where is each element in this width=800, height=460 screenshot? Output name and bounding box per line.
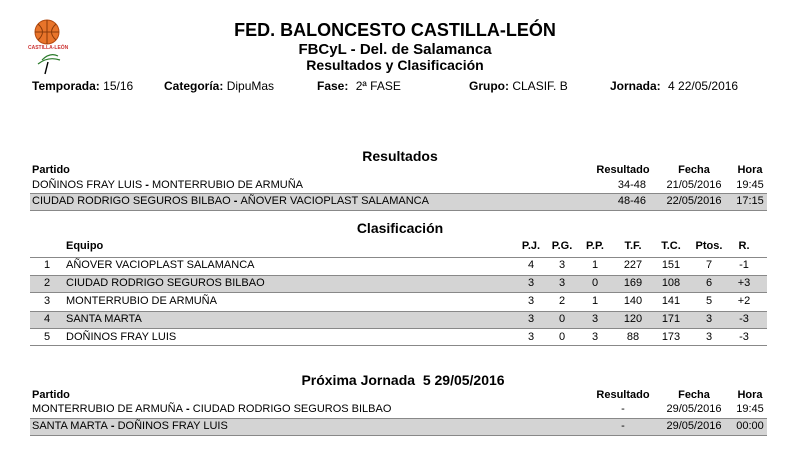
page-subtitle: FBCyL - Del. de Salamanca [298,41,492,58]
match-separator: - [182,403,193,415]
standing-pp: 3 [591,331,599,343]
home-team: SANTA MARTA [32,420,108,432]
standing-team: DOÑINOS FRAY LUIS [66,331,177,343]
standing-ptos: 6 [705,277,713,289]
proxima-col-partido: Partido [32,389,70,401]
standing-tf: 120 [623,313,643,325]
away-team: MONTERRUBIO DE ARMUÑA [152,179,303,191]
proxima-col-hora: Hora [737,389,763,401]
standing-tc: 171 [661,313,681,325]
resultados-col-partido: Partido [32,164,70,176]
standing-tc: 173 [661,331,681,343]
jornada-value: 4 22/05/2016 [668,79,739,93]
row-divider [30,257,767,258]
standing-pg: 3 [558,277,566,289]
standing-pos: 3 [43,295,51,307]
standing-team: CIUDAD RODRIGO SEGUROS BILBAO [66,277,265,289]
standing-tc: 141 [661,295,681,307]
match-teams [32,195,429,207]
section-title: Resultados y Clasificación [306,57,484,73]
standing-pg: 3 [558,259,566,271]
standing-team: MONTERRUBIO DE ARMUÑA [66,295,217,307]
match-score: - [621,403,625,415]
match-score: 34-48 [617,179,646,191]
match-date: 29/05/2016 [666,403,722,415]
meta-fase [317,79,401,93]
grupo-label: Grupo: [469,79,509,93]
col-r: R. [738,240,750,252]
jornada-label: Jornada: [610,79,661,93]
fase-label: Fase: [317,79,349,93]
standing-r: -1 [739,259,749,271]
home-team: MONTERRUBIO DE ARMUÑA [32,403,183,415]
standing-r: +3 [737,277,751,289]
col-tc: T.C. [661,240,681,252]
col-pg: P.G. [551,240,573,252]
home-team: DOÑINOS FRAY LUIS [32,179,143,191]
match-score: - [621,420,625,432]
match-teams [32,179,303,191]
col-pp: P.P. [586,240,604,252]
match-date: 21/05/2016 [666,179,722,191]
proxima-col-fecha: Fecha [678,389,710,401]
standing-team: SANTA MARTA [66,313,142,325]
match-time: 00:00 [736,420,764,432]
standing-pj: 3 [527,277,535,289]
match-teams [32,420,228,432]
col-pj: P.J. [521,240,541,252]
standing-pg: 2 [558,295,566,307]
resultados-col-hora: Hora [737,164,763,176]
proxima-col-resultado: Resultado [596,389,650,401]
meta-jornada [610,79,738,93]
col-ptos: Ptos. [695,240,723,252]
match-score: 48-46 [617,195,646,207]
match-separator: - [230,195,241,207]
col-equipo: Equipo [66,240,104,252]
match-teams [32,403,391,415]
fase-value: 2ª FASE [355,79,401,93]
meta-grupo [469,79,568,93]
standing-pos: 5 [43,331,51,343]
standing-pp: 0 [591,277,599,289]
match-date: 22/05/2016 [666,195,722,207]
standing-tc: 151 [661,259,681,271]
standing-ptos: 7 [705,259,713,271]
resultados-col-resultado: Resultado [596,164,650,176]
match-time: 19:45 [736,179,764,191]
grupo-value: CLASIF. B [512,79,568,93]
standing-tf: 88 [626,331,640,343]
standing-team: AÑOVER VACIOPLAST SALAMANCA [66,259,255,271]
col-tf: T.F. [624,240,642,252]
match-date: 29/05/2016 [666,420,722,432]
standing-tc: 108 [661,277,681,289]
standing-pj: 3 [527,313,535,325]
standing-pg: 0 [558,331,566,343]
standing-pp: 1 [591,259,599,271]
standing-r: -3 [739,313,749,325]
standing-pg: 0 [558,313,566,325]
standing-tf: 169 [623,277,643,289]
standing-ptos: 3 [705,313,713,325]
standing-r: +2 [737,295,751,307]
page-title: FED. BALONCESTO CASTILLA-LEÓN [234,20,556,40]
categoria-value: DipuMas [226,79,275,93]
standing-tf: 227 [623,259,643,271]
categoria-label: Categoría: [164,79,224,93]
standing-pj: 3 [527,331,535,343]
standing-pp: 3 [591,313,599,325]
row-divider [30,345,767,346]
standing-pos: 2 [43,277,51,289]
away-team: DOÑINOS FRAY LUIS [117,420,228,432]
meta-categoria [164,79,274,93]
proxima-title: Próxima Jornada 5 29/05/2016 [301,372,505,388]
standing-pp: 1 [591,295,599,307]
temporada-value: 15/16 [103,79,134,93]
clasificacion-title: Clasificación [356,220,444,236]
resultados-col-fecha: Fecha [678,164,710,176]
standing-pj: 3 [527,295,535,307]
meta-bar [32,79,133,93]
away-team: AÑOVER VACIOPLAST SALAMANCA [240,195,429,207]
match-time: 17:15 [736,195,764,207]
standing-pj: 4 [527,259,535,271]
resultados-title: Resultados [362,148,438,164]
match-time: 19:45 [736,403,764,415]
standing-pos: 4 [43,313,51,325]
standing-pos: 1 [43,259,51,271]
match-separator: - [142,179,153,191]
standing-tf: 140 [623,295,643,307]
away-team: CIUDAD RODRIGO SEGUROS BILBAO [192,403,392,415]
match-separator: - [107,420,118,432]
logo-text: CASTILLA-LEÓN [28,45,69,51]
standing-ptos: 5 [705,295,713,307]
standing-r: -3 [739,331,749,343]
home-team: CIUDAD RODRIGO SEGUROS BILBAO [32,195,231,207]
standing-ptos: 3 [705,331,713,343]
temporada-label: Temporada: [32,79,100,93]
